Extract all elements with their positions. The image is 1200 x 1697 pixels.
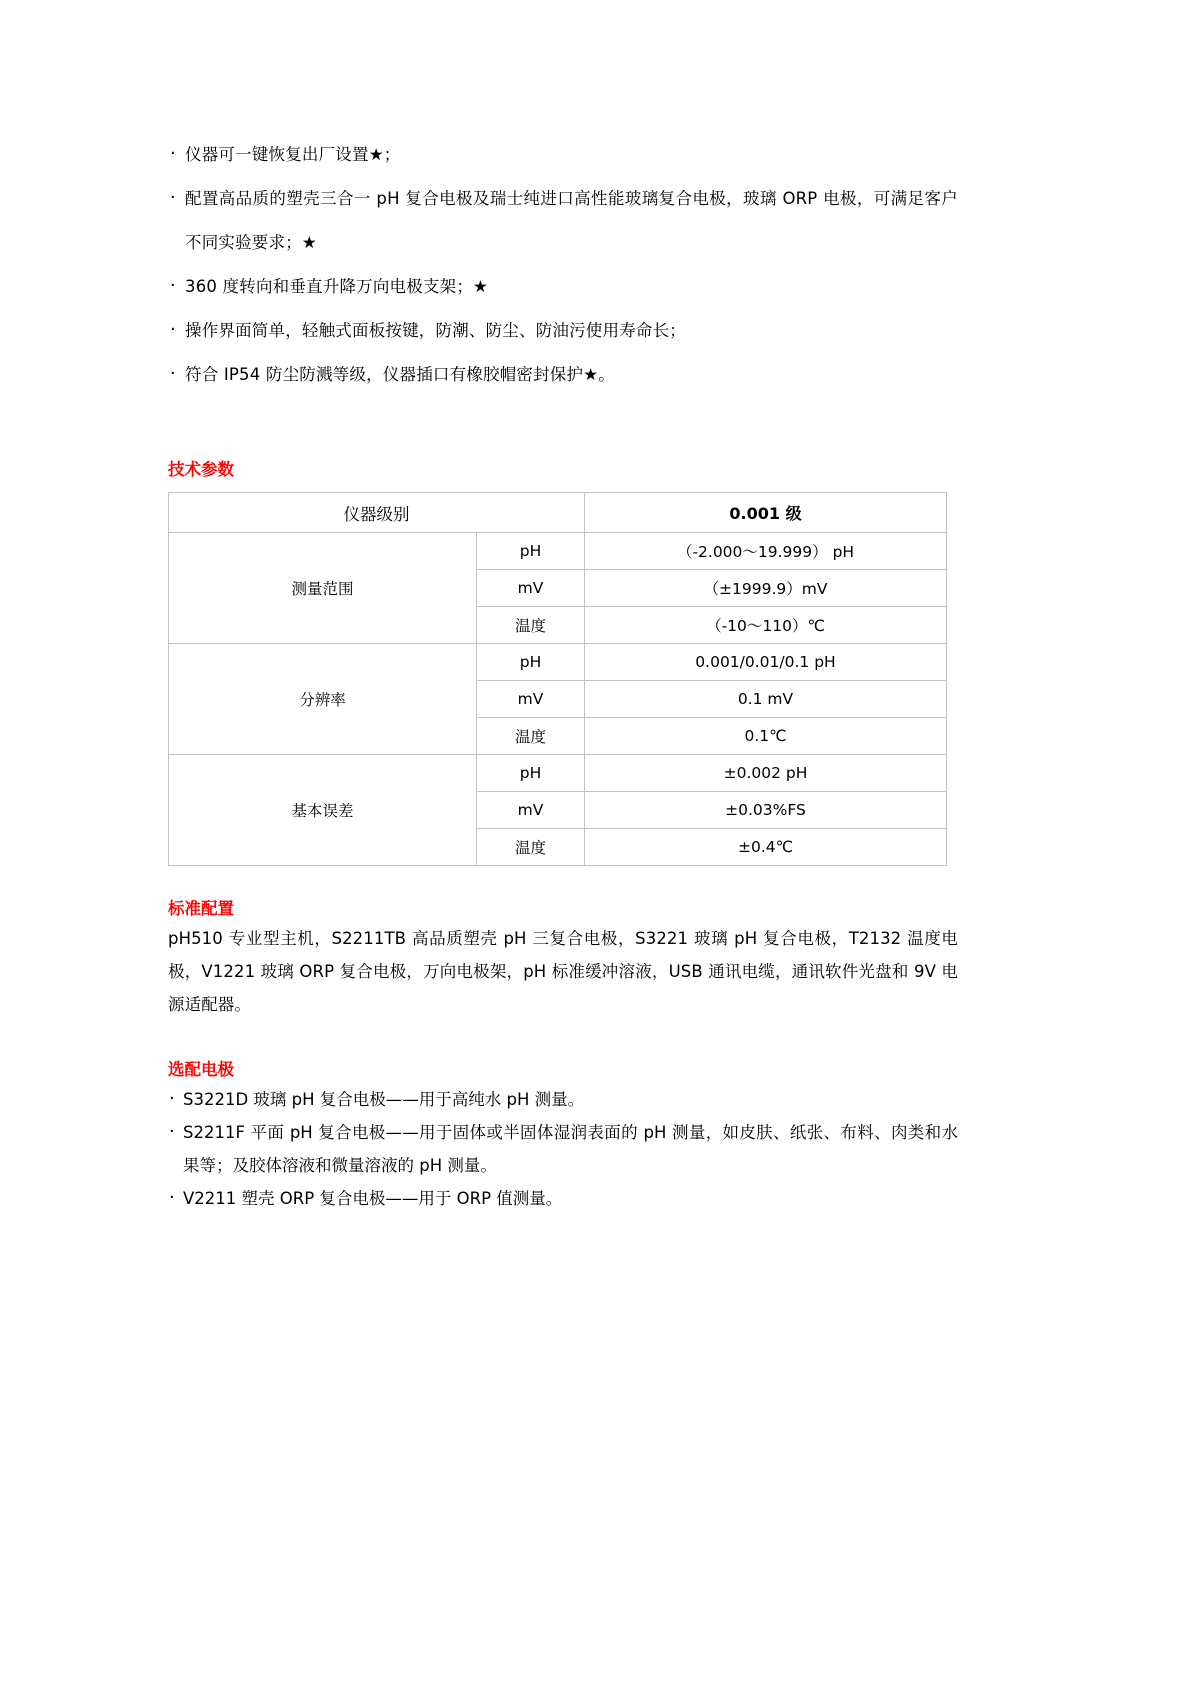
technical-parameters-section [168, 457, 958, 866]
table-row [169, 533, 947, 570]
table-cell-param: 温度 [477, 718, 585, 755]
list-item: · 仪器可一键恢复出厂设置★； [168, 133, 958, 177]
table-cell-value: （-10～110）℃ [585, 607, 947, 644]
table-cell-param: 温度 [477, 607, 585, 644]
optional-electrodes-section [168, 1057, 958, 1215]
table-group-label: 分辨率 [169, 644, 477, 755]
table-cell-value: 0.1℃ [585, 718, 947, 755]
table-cell-value: ±0.4℃ [585, 829, 947, 866]
optional-electrodes-list [168, 1083, 958, 1215]
table-cell-value: ±0.03%FS [585, 792, 947, 829]
table-header-instrument-class: 仪器级别 [169, 493, 585, 533]
standard-configuration-body: pH510 专业型主机，S2211TB 高品质塑壳 pH 三复合电极，S3221 玻璃 pH 复合电极，T2132 温度电极，V1221 玻璃 ORP 复合电极，万向电极架，pH 标准缓冲溶液，USB 通讯电缆，通讯软件光盘和 9V 电源适配器。 [168, 929, 958, 1014]
page-content [168, 0, 958, 1215]
specification-table [168, 492, 947, 866]
table-cell-value: （-2.000～19.999） pH [585, 533, 947, 570]
table-group-label: 测量范围 [169, 533, 477, 644]
table-header-class-value: 0.001 级 [585, 493, 947, 533]
list-item: · S3221D 玻璃 pH 复合电极——用于高纯水 pH 测量。 [168, 1083, 958, 1116]
table-group-label: 基本误差 [169, 755, 477, 866]
section-heading-technical: 技术参数 [168, 460, 234, 479]
section-heading-optional-electrodes: 选配电极 [168, 1060, 234, 1079]
table-cell-value: 0.001/0.01/0.1 pH [585, 644, 947, 681]
table-cell-param: mV [477, 570, 585, 607]
table-header-row [169, 493, 947, 533]
table-cell-value: （±1999.9）mV [585, 570, 947, 607]
table-cell-value: ±0.002 pH [585, 755, 947, 792]
table-cell-param: pH [477, 533, 585, 570]
list-item: · 360 度转向和垂直升降万向电极支架；★ [168, 265, 958, 309]
table-cell-value: 0.1 mV [585, 681, 947, 718]
table-cell-param: 温度 [477, 829, 585, 866]
table-cell-param: mV [477, 681, 585, 718]
table-cell-param: pH [477, 755, 585, 792]
list-item: · 配置高品质的塑壳三合一 pH 复合电极及瑞士纯进口高性能玻璃复合电极，玻璃 ORP 电极，可满足客户不同实验要求；★ [168, 177, 958, 265]
list-item: · S2211F 平面 pH 复合电极——用于固体或半固体湿润表面的 pH 测量，如皮肤、纸张、布料、肉类和水果等；及胶体溶液和微量溶液的 pH 测量。 [168, 1116, 958, 1182]
list-item: · V2211 塑壳 ORP 复合电极——用于 ORP 值测量。 [168, 1182, 958, 1215]
table-row [169, 755, 947, 792]
standard-configuration-section [168, 896, 958, 1021]
table-cell-param: mV [477, 792, 585, 829]
feature-bullet-list [168, 0, 958, 397]
section-heading-standard-config: 标准配置 [168, 899, 234, 918]
table-row [169, 644, 947, 681]
table-cell-param: pH [477, 644, 585, 681]
list-item: · 符合 IP54 防尘防溅等级，仪器插口有橡胶帽密封保护★。 [168, 353, 958, 397]
list-item: · 操作界面简单，轻触式面板按键，防潮、防尘、防油污使用寿命长； [168, 309, 958, 353]
